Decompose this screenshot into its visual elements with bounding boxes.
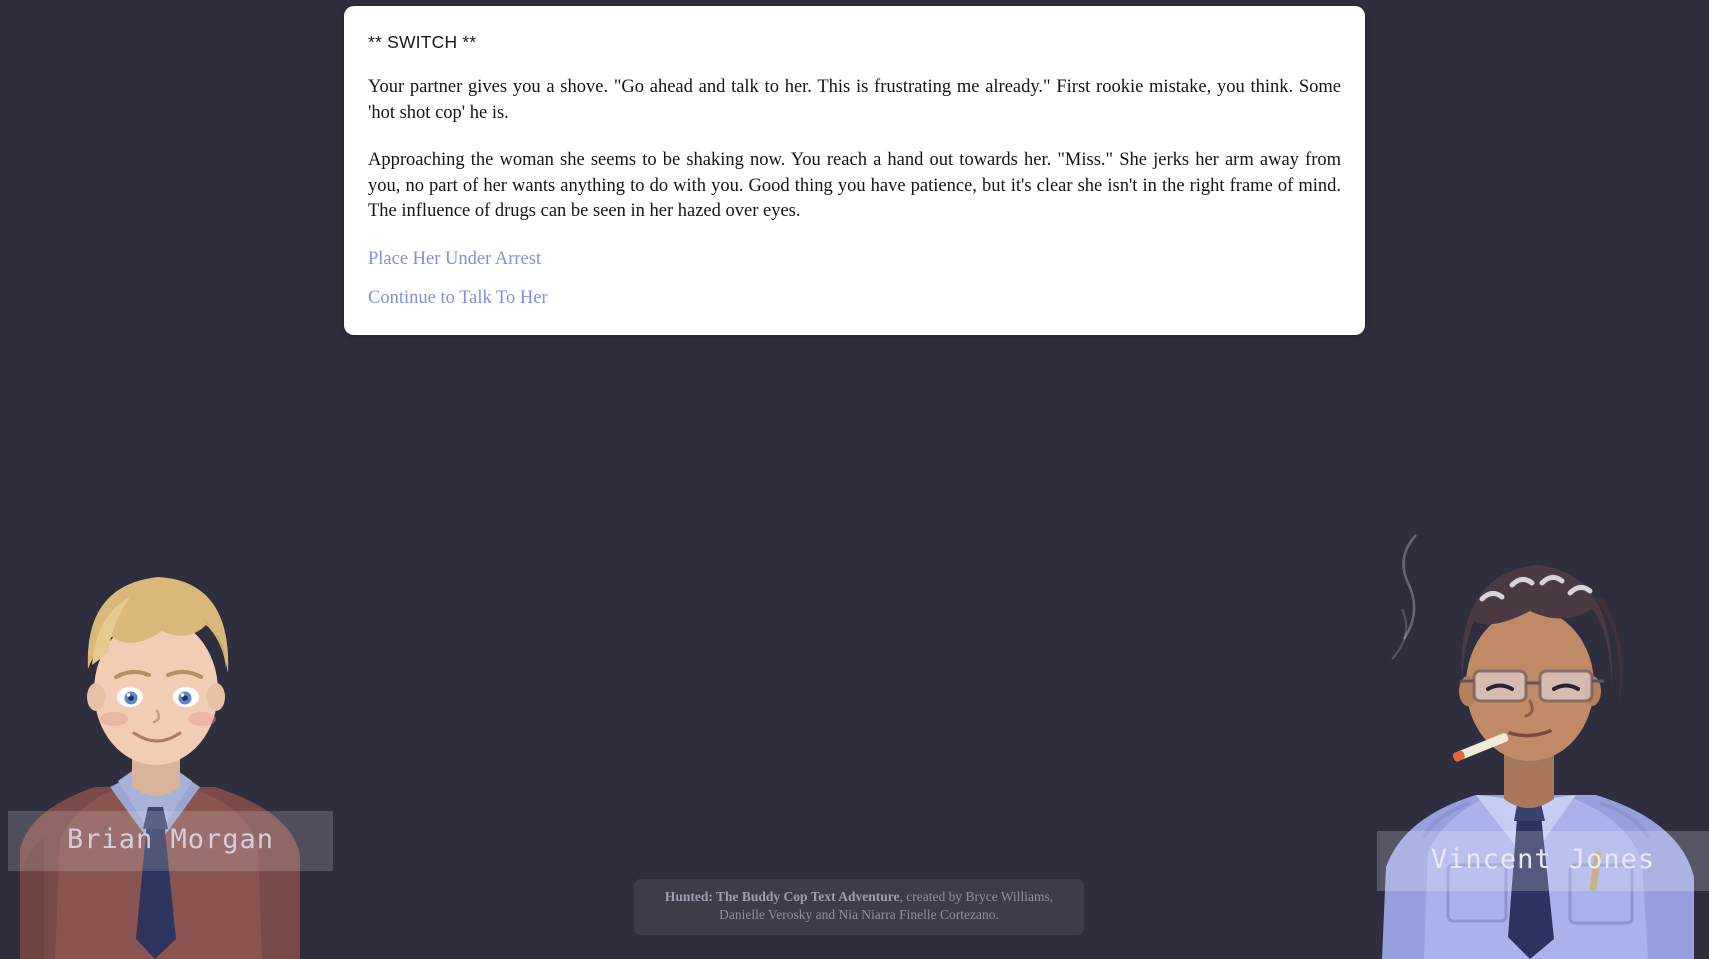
credits-line-1 (644, 888, 1074, 906)
character-nameplate-left: Brian Morgan (8, 811, 333, 871)
character-portrait-brian-morgan (0, 519, 340, 959)
character-nameplate-right: Vincent Jones (1377, 831, 1709, 891)
brian-morgan-illustration (0, 519, 340, 959)
credits-authors-part1: , created by Bryce Williams, (899, 888, 1054, 904)
credits-line-2: Danielle Verosky and Nia Niarra Finelle Cortezano. (719, 906, 999, 922)
choice-continue-to-talk-to-her[interactable]: Continue to Talk To Her (368, 287, 548, 308)
character-portrait-vincent-jones (1364, 499, 1709, 959)
story-text-panel (344, 6, 1365, 335)
story-paragraph: Approaching the woman she seems to be shaking now. You reach a hand out towards her. "Miss." She jerks her arm away from you, no part of her wants anything to do with you. Good thing you have patience, but it's clear she isn't in the right frame of mind. The influence of drugs can be seen in her hazed over eyes. (368, 150, 1341, 222)
credits-bar (634, 879, 1084, 935)
scene-heading: ** SWITCH ** (368, 32, 477, 52)
choice-place-her-under-arrest[interactable]: Place Her Under Arrest (368, 248, 542, 269)
story-paragraph: Your partner gives you a shove. "Go ahead and talk to her. This is frustrating me already." First rookie mistake, you think. Some 'hot shot cop' he is. (368, 77, 1341, 123)
game-title: Hunted: The Buddy Cop Text Adventure (664, 888, 900, 904)
